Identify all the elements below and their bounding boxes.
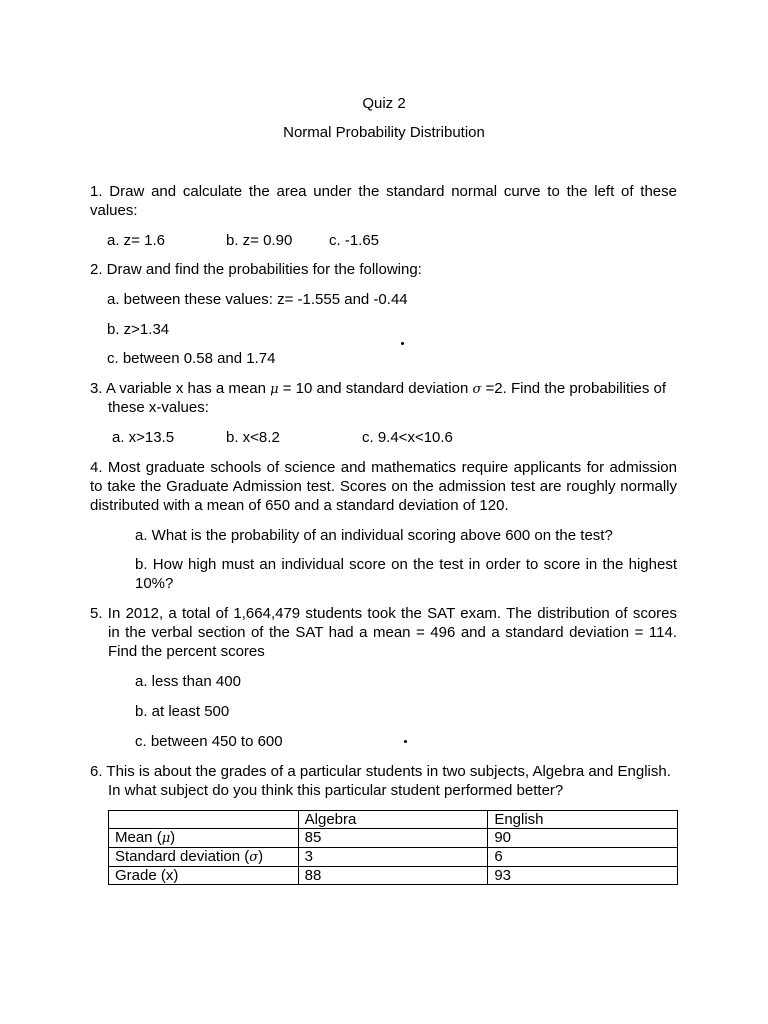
question-3-text-pre: 3. A variable x has a mean: [90, 380, 266, 397]
question-3-text: [90, 379, 666, 399]
table-row-label: [109, 829, 299, 848]
question-5-option-b: b. at least 500: [135, 703, 230, 720]
table-cell-algebra: 3: [298, 848, 488, 867]
grades-table: [108, 810, 678, 885]
question-1-option-a: a. z= 1.6: [107, 232, 165, 249]
question-5-text-rest: in the verbal section of the SAT had a mean = 496 and a standard deviation = 114. Find the percent scores: [108, 624, 677, 660]
table-cell-algebra: 85: [298, 829, 488, 848]
question-2-option-c: c. between 0.58 and 1.74: [107, 350, 276, 367]
stray-dot: [404, 740, 407, 743]
page-title: Quiz 2: [362, 95, 406, 112]
question-1-text: 1. Draw and calculate the area under the standard normal curve to the left of these values:: [90, 183, 677, 219]
label-text: Grade (x): [115, 867, 179, 884]
question-3-option-c: c. 9.4<x<10.6: [362, 429, 453, 446]
question-2-option-b: b. z>1.34: [107, 321, 170, 338]
sigma-symbol: σ: [472, 382, 482, 397]
table-row: [109, 867, 678, 885]
mu-symbol: μ: [270, 382, 279, 397]
question-4-text: 4. Most graduate schools of science and mathematics require applicants for admission to take the Graduate Admission test. Scores on the admission test are roughly normally distributed with a mean of 650 and a standard deviation of 120.: [90, 459, 677, 514]
question-3-text-line2: these x-values:: [108, 399, 209, 416]
table-header-cell: Algebra: [298, 811, 488, 829]
question-3-text-post: =2. Find the probabilities of: [485, 380, 667, 397]
question-3-option-a: a. x>13.5: [112, 429, 175, 446]
question-5-text-line1: 5. In 2012, a total of 1,664,479 students took the SAT exam. The distribution of scores: [90, 605, 677, 622]
table-row-label: [109, 867, 299, 885]
question-3-option-b: b. x<8.2: [226, 429, 280, 446]
label-text: ): [170, 829, 176, 846]
table-header-cell: [109, 811, 299, 829]
table-cell-english: 90: [488, 829, 678, 848]
question-6-text-line2: In what subject do you think this particular student performed better?: [108, 782, 564, 799]
table-cell-algebra: 88: [298, 867, 488, 885]
table-cell-english: 93: [488, 867, 678, 885]
sigma-symbol: σ: [249, 850, 259, 865]
question-3-text-mid: = 10 and standard deviation: [282, 380, 469, 397]
question-1-option-b: b. z= 0.90: [226, 232, 293, 249]
table-row: [109, 829, 678, 848]
mu-symbol: μ: [161, 831, 171, 846]
table-cell-english: 6: [488, 848, 678, 867]
stray-dot: [401, 342, 404, 345]
question-5-option-c: c. between 450 to 600: [135, 733, 283, 750]
question-4-option-b: b. How high must an individual score on the test in order to score in the highest 10%?: [135, 556, 677, 592]
table-header-cell: English: [488, 811, 678, 829]
table-row: [109, 848, 678, 867]
page-subtitle: Normal Probability Distribution: [283, 124, 485, 141]
question-4-option-a: a. What is the probability of an individual scoring above 600 on the test?: [135, 527, 613, 544]
table-header-row: [109, 811, 678, 829]
question-5-option-a: a. less than 400: [135, 673, 241, 690]
label-text: ): [258, 848, 264, 865]
table-row-label: [109, 848, 299, 867]
question-2-text: 2. Draw and find the probabilities for the following:: [90, 261, 422, 278]
question-6-text-line1: 6. This is about the grades of a particular students in two subjects, Algebra and English.: [90, 763, 671, 780]
label-text: Mean (: [115, 829, 162, 846]
label-text: Standard deviation (: [115, 848, 250, 865]
question-1-option-c: c. -1.65: [329, 232, 380, 249]
question-2-option-a: a. between these values: z= -1.555 and -0.44: [107, 291, 408, 308]
